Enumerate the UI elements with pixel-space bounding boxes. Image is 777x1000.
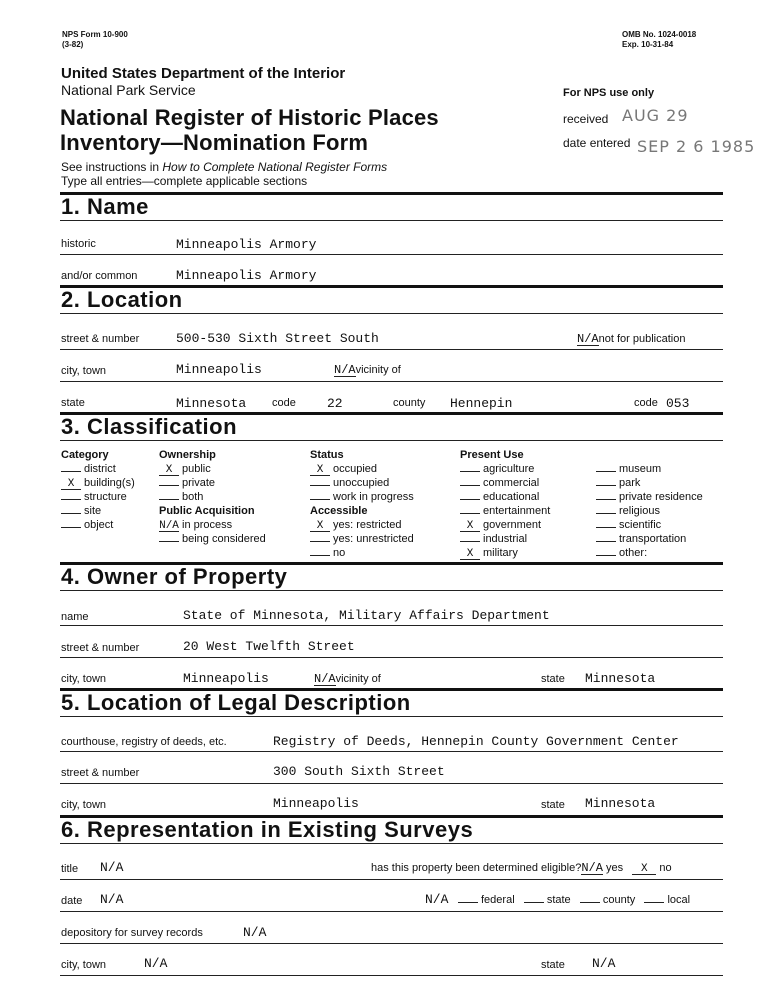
checkbox-label: district [84, 463, 116, 475]
checkbox-mark[interactable] [596, 513, 616, 514]
checkbox-option[interactable] [596, 504, 703, 518]
county-code-field[interactable]: 053 [666, 396, 690, 411]
historic-label: historic [61, 238, 96, 250]
owner-vicinity-label: vicinity of [335, 673, 381, 685]
rule [60, 783, 723, 784]
checkbox-label: in process [182, 519, 233, 531]
checkbox-mark[interactable]: N/A [159, 520, 179, 532]
checkbox-mark[interactable] [596, 499, 616, 500]
code-label: code [272, 397, 296, 409]
checkbox-option[interactable] [460, 490, 550, 504]
courthouse-field[interactable]: Registry of Deeds, Hennepin County Government Center [273, 734, 679, 749]
legal-city-field[interactable]: Minneapolis [273, 796, 359, 811]
state-option-label: state [546, 894, 571, 906]
survey-state-label: state [541, 959, 565, 971]
depository-label: depository for survey records [61, 927, 203, 939]
legal-street-field[interactable]: 300 South Sixth Street [273, 764, 445, 779]
checkbox-label: government [483, 519, 542, 531]
rule [60, 349, 723, 350]
owner-street-field[interactable]: 20 West Twelfth Street [183, 639, 355, 654]
checkbox-option[interactable] [310, 462, 414, 476]
present-use-list-1 [460, 462, 550, 560]
checkbox-label: military [483, 547, 518, 559]
checkbox-mark[interactable]: X [460, 549, 480, 560]
checkbox-mark[interactable]: X [460, 521, 480, 532]
checkbox-mark[interactable] [310, 541, 330, 542]
present-use-group [460, 448, 550, 560]
checkbox-mark[interactable] [460, 471, 480, 472]
present-use-list-2 [596, 462, 703, 560]
state-code-field[interactable]: 22 [327, 396, 343, 411]
checkbox-label: occupied [333, 463, 378, 475]
checkbox-mark[interactable]: X [310, 465, 330, 476]
accessible-title: Accessible [310, 505, 368, 517]
checkbox-label: site [84, 505, 102, 517]
status-group [310, 448, 414, 560]
date-entered-stamp: SEP 2 6 1985 [637, 137, 756, 156]
checkbox-option[interactable] [460, 532, 550, 546]
legal-state-label: state [541, 799, 565, 811]
owner-vicinity-value[interactable]: N/A [314, 672, 336, 686]
checkbox-label: educational [483, 491, 540, 503]
county-field[interactable]: Hennepin [450, 396, 513, 411]
rule [60, 975, 723, 976]
vicinity-label: vicinity of [355, 364, 401, 376]
checkbox-option[interactable] [460, 462, 550, 476]
checkbox-mark[interactable] [310, 555, 330, 556]
checkbox-mark[interactable] [596, 541, 616, 542]
checkbox-option[interactable] [460, 476, 550, 490]
checkbox-option[interactable] [159, 490, 266, 504]
checkbox-option[interactable] [310, 476, 414, 490]
checkbox-option[interactable] [596, 476, 703, 490]
rule [60, 220, 723, 221]
state-label: state [61, 397, 85, 409]
ownership-group [159, 448, 266, 546]
local-checkbox[interactable] [644, 902, 664, 903]
category-list [61, 462, 135, 532]
rule [60, 590, 723, 591]
title-line-2: Inventory—Nomination Form [60, 130, 369, 155]
checkbox-label: unoccupied [333, 477, 390, 489]
ownership-title: Ownership [159, 449, 216, 461]
checkbox-label: private residence [619, 491, 703, 503]
checkbox-label: yes: restricted [333, 519, 402, 531]
checkbox-option[interactable] [596, 546, 703, 560]
city-field[interactable]: Minneapolis [176, 362, 262, 377]
eligible-yes-label: yes [606, 862, 624, 874]
rule [60, 911, 723, 912]
service: National Park Service [61, 82, 196, 98]
checkbox-mark[interactable] [596, 471, 616, 472]
checkbox-option[interactable] [310, 532, 414, 546]
checkbox-label: work in progress [333, 491, 414, 503]
checkbox-mark[interactable] [310, 485, 330, 486]
legal-state-field[interactable]: Minnesota [585, 796, 656, 811]
owner-state-label: state [541, 673, 565, 685]
checkbox-mark[interactable] [61, 513, 81, 514]
rule [60, 313, 723, 314]
checkbox-option[interactable] [596, 518, 703, 532]
checkbox-mark[interactable] [310, 499, 330, 500]
depository-field[interactable]: N/A [243, 925, 267, 940]
category-group [61, 448, 135, 532]
checkbox-label: industrial [483, 533, 528, 545]
checkbox-mark[interactable] [460, 541, 480, 542]
checkbox-mark[interactable] [159, 485, 179, 486]
checkbox-option[interactable] [61, 476, 135, 490]
federal-checkbox[interactable] [458, 902, 478, 903]
checkbox-mark[interactable]: X [159, 465, 179, 476]
survey-state-field[interactable]: N/A [592, 956, 616, 971]
checkbox-label: museum [619, 463, 662, 475]
checkbox-option[interactable] [159, 476, 266, 490]
checkbox-option[interactable] [596, 532, 703, 546]
rule [60, 254, 723, 255]
owner-vicinity [314, 673, 381, 686]
checkbox-label: building(s) [84, 477, 135, 489]
checkbox-option[interactable] [460, 504, 550, 518]
state-checkbox[interactable] [524, 902, 544, 903]
section-1-heading: 1. Name [61, 194, 149, 219]
checkbox-label: being considered [182, 533, 266, 545]
checkbox-mark[interactable]: X [61, 479, 81, 490]
checkbox-label: object [84, 519, 114, 531]
eligible-no-label: no [659, 862, 672, 874]
checkbox-label: no [333, 547, 346, 559]
nfp-value[interactable]: N/A [577, 332, 599, 346]
street-field[interactable]: 500-530 Sixth Street South [176, 331, 379, 346]
form-revision: (3-82) [62, 40, 84, 49]
checkbox-option[interactable] [61, 462, 135, 476]
owner-name-label: name [61, 611, 89, 623]
instructions-text: See instructions in [61, 160, 163, 174]
eligible-yes-value[interactable]: N/A [581, 861, 603, 875]
survey-level-value[interactable]: N/A [425, 892, 449, 907]
checkbox-label: both [182, 491, 204, 503]
rule [60, 440, 723, 441]
checkbox-option[interactable] [596, 490, 703, 504]
historic-field[interactable]: Minneapolis Armory [176, 237, 317, 252]
state-field[interactable]: Minnesota [176, 396, 247, 411]
present-use-title: Present Use [460, 449, 524, 461]
rule [60, 879, 723, 880]
checkbox-label: scientific [619, 519, 662, 531]
section-2-heading: 2. Location [61, 287, 183, 312]
rule [60, 657, 723, 658]
checkbox-mark[interactable] [460, 513, 480, 514]
expiration: Exp. 10-31-84 [622, 40, 674, 49]
county-option-label: county [602, 894, 636, 906]
checkbox-label: transportation [619, 533, 687, 545]
street-label: street & number [61, 333, 140, 345]
checkbox-option[interactable] [310, 490, 414, 504]
survey-title-label: title [61, 863, 79, 875]
received-stamp: AUG 29 [622, 106, 689, 125]
checkbox-mark[interactable] [159, 541, 179, 542]
survey-city-label: city, town [61, 959, 107, 971]
checkbox-option[interactable] [61, 504, 135, 518]
city-label: city, town [61, 365, 107, 377]
legal-street-label: street & number [61, 767, 140, 779]
vicinity [334, 364, 401, 377]
owner-name-field[interactable]: State of Minnesota, Military Affairs Department [183, 608, 550, 623]
acquisition-list [159, 518, 266, 546]
section-3-heading: 3. Classification [61, 414, 238, 439]
checkbox-label: other: [619, 547, 648, 559]
checkbox-mark[interactable] [460, 499, 480, 500]
common-label: and/or common [61, 270, 138, 282]
section-6-heading: 6. Representation in Existing Surveys [61, 817, 474, 842]
survey-levels [458, 894, 690, 906]
rule [60, 843, 723, 844]
checkbox-option[interactable] [310, 518, 414, 532]
title-line-1: National Register of Historic Places [60, 105, 439, 130]
owner-street-label: street & number [61, 642, 140, 654]
not-for-publication [577, 333, 685, 346]
checkbox-mark[interactable] [596, 555, 616, 556]
eligible-no-mark[interactable]: X [632, 864, 656, 875]
owner-city-field[interactable]: Minneapolis [183, 671, 269, 686]
checkbox-mark[interactable]: X [310, 521, 330, 532]
rule [60, 381, 723, 382]
survey-city-field[interactable]: N/A [144, 956, 168, 971]
checkbox-label: entertainment [483, 505, 551, 517]
form-number: NPS Form 10-900 [62, 30, 128, 39]
rule [60, 192, 723, 195]
nfp-label: not for publication [598, 333, 686, 345]
accessible-list [310, 518, 414, 560]
checkbox-label: public [182, 463, 211, 475]
checkbox-label: agriculture [483, 463, 535, 475]
department: United States Department of the Interior [61, 65, 346, 82]
checkbox-mark[interactable] [61, 471, 81, 472]
acquisition-title: Public Acquisition [159, 505, 255, 517]
checkbox-label: structure [84, 491, 127, 503]
checkbox-mark[interactable] [61, 527, 81, 528]
category-title: Category [61, 449, 109, 461]
checkbox-label: yes: unrestricted [333, 533, 414, 545]
section-5-heading: 5. Location of Legal Description [61, 690, 411, 715]
survey-title-field[interactable]: N/A [100, 860, 124, 875]
checkbox-label: commercial [483, 477, 540, 489]
rule [60, 716, 723, 717]
present-use-group-2 [596, 462, 703, 560]
checkbox-label: religious [619, 505, 660, 517]
checkbox-option[interactable] [310, 546, 414, 560]
checkbox-option[interactable] [159, 462, 266, 476]
section-4-heading: 4. Owner of Property [61, 564, 288, 589]
legal-city-label: city, town [61, 799, 107, 811]
owner-city-label: city, town [61, 673, 107, 685]
date-entered-label: date entered [563, 136, 631, 150]
eligible-label: has this property been determined eligible? [371, 862, 582, 874]
received-label: received [563, 112, 609, 126]
local-label: local [667, 894, 691, 906]
checkbox-mark[interactable] [596, 527, 616, 528]
checkbox-option[interactable] [159, 518, 266, 532]
instructions-line-2: Type all entries—complete applicable sections [61, 174, 308, 188]
checkbox-mark[interactable] [596, 485, 616, 486]
survey-date-field[interactable]: N/A [100, 892, 124, 907]
county-checkbox[interactable] [580, 902, 600, 903]
instructions-title: How to Complete National Register Forms [162, 160, 388, 174]
status-list [310, 462, 414, 504]
status-title: Status [310, 449, 344, 461]
checkbox-option[interactable] [596, 462, 703, 476]
checkbox-option[interactable] [61, 518, 135, 532]
rule [60, 943, 723, 944]
nps-use-label: For NPS use only [563, 87, 655, 99]
checkbox-label: private [182, 477, 216, 489]
checkbox-mark[interactable] [61, 499, 81, 500]
owner-state-field[interactable]: Minnesota [585, 671, 656, 686]
checkbox-option[interactable] [460, 546, 550, 560]
checkbox-option[interactable] [159, 532, 266, 546]
checkbox-mark[interactable] [460, 485, 480, 486]
checkbox-label: park [619, 477, 641, 489]
county-label: county [393, 397, 426, 409]
checkbox-option[interactable] [61, 490, 135, 504]
survey-date-label: date [61, 895, 83, 907]
instructions [61, 160, 387, 174]
common-name-field[interactable]: Minneapolis Armory [176, 268, 317, 283]
county-code-label: code [634, 397, 658, 409]
eligible-question [371, 862, 672, 875]
vicinity-value[interactable]: N/A [334, 363, 356, 377]
omb-number: OMB No. 1024-0018 [622, 30, 697, 39]
ownership-list [159, 462, 266, 504]
checkbox-mark[interactable] [159, 499, 179, 500]
rule [60, 625, 723, 626]
checkbox-option[interactable] [460, 518, 550, 532]
federal-label: federal [481, 894, 515, 906]
rule [60, 751, 723, 752]
courthouse-label: courthouse, registry of deeds, etc. [61, 736, 227, 748]
